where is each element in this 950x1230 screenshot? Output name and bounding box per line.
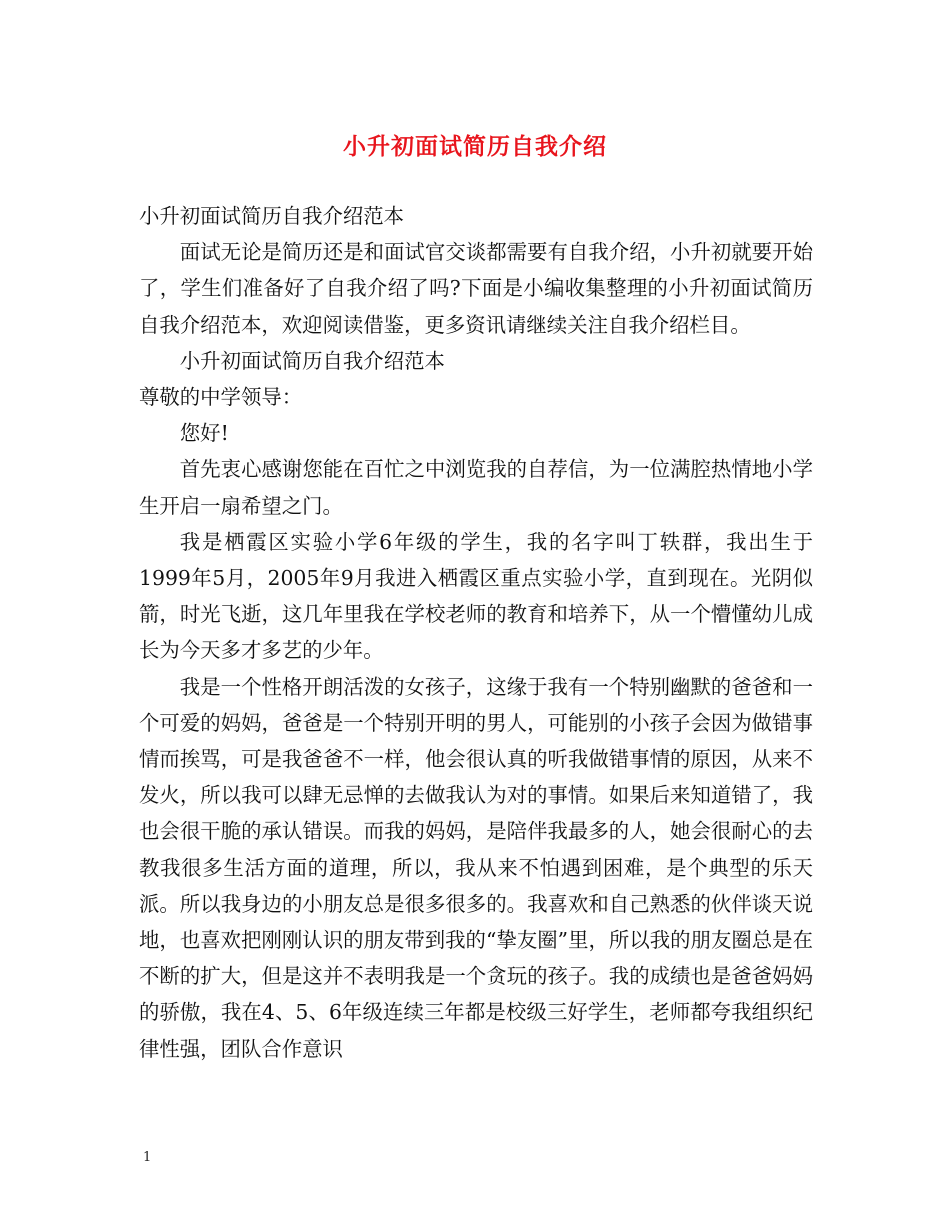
personality-paragraph: 我是一个性格开朗活泼的女孩子，这缘于我有一个特别幽默的爸爸和一个可爱的妈妈，爸爸是一个特别开明的男人，可能别的小孩子会因为做错事情而挨骂，可是我爸爸不一样，他会很认真的听我做错事情的原因，从来不发火，所以我可以肆无忌惮的去做我认为对的事情。如果后来知道错了，我也会很干脆的承认错误。而我的妈妈，是陪伴我最多的人，她会很耐心的去教我很多生活方面的道理，所以，我从来不怕遇到困难，是个典型的乐天派。所以我身边的小朋友总是很多很多的。我喜欢和自己熟悉的伙伴谈天说地，也喜欢把刚刚认识的朋友带到我的“挚友圈”里，所以我的朋友圈总是在不断的扩大，但是这并不表明我是一个贪玩的孩子。我的成绩也是爸爸妈妈的骄傲，我在4、5、6年级连续三年都是校级三好学生，老师都夸我组织纪律性强，团队合作意识 [139, 674, 813, 1061]
salutation-paragraph: 尊敬的中学领导： [139, 385, 303, 410]
document-title: 小升初面试简历自我介绍 [343, 133, 607, 160]
subtitle-paragraph: 小升初面试简历自我介绍范本 [139, 204, 405, 228]
greeting-paragraph: 您好! [179, 421, 229, 446]
intro-paragraph: 面试无论是简历还是和面试官交谈都需要有自我介绍，小升初就要开始了，学生们准备好了自我介绍了吗?下面是小编收集整理的小升初面试简历自我介绍范本，欢迎阅读借鉴，更多资讯请继续关注自我介绍栏目。 [139, 240, 813, 337]
thanks-paragraph: 首先衷心感谢您能在百忙之中浏览我的自荐信，为一位满腔热情地小学生开启一扇希望之门。 [139, 457, 813, 518]
document-body [139, 198, 813, 1067]
background-paragraph: 我是栖霞区实验小学6年级的学生，我的名字叫丁轶群，我出生于1999年5月，2005年9月我进入栖霞区重点实验小学，直到现在。光阴似箭，时光飞逝，这几年里我在学校老师的教育和培养下，从一个懵懂幼儿成长为今天多才多艺的少年。 [139, 529, 813, 663]
section-heading-paragraph: 小升初面试简历自我介绍范本 [179, 348, 445, 373]
page-number: 1 [143, 1150, 152, 1165]
